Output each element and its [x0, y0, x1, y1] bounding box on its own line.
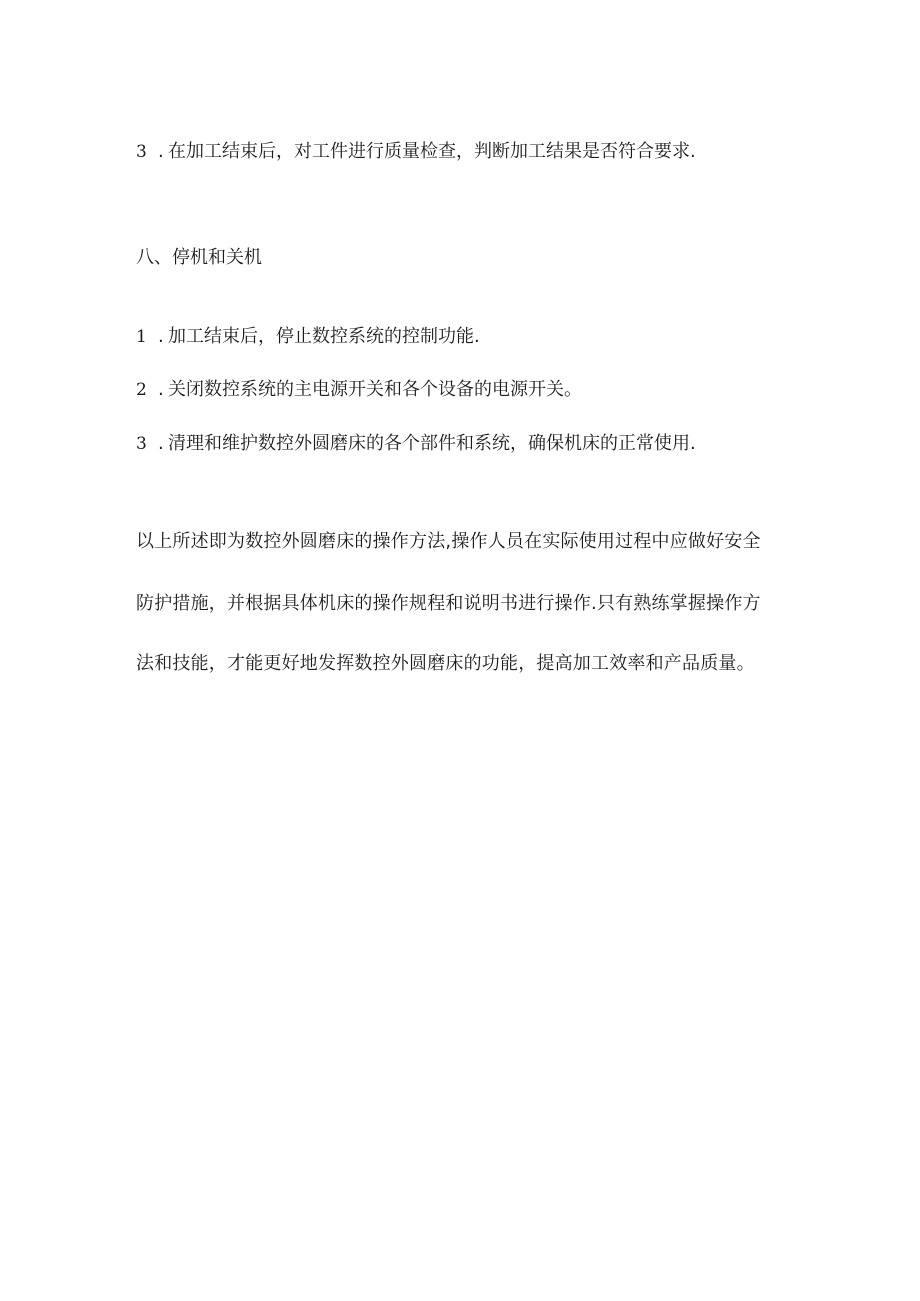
list-item-text: 加工结束后，停止数控系统的控制功能.	[168, 326, 480, 347]
list-item-text: 清理和维护数控外圆磨床的各个部件和系统，确保机床的正常使用.	[168, 433, 696, 454]
list-item-number: 2	[136, 380, 147, 400]
list-item-number: 3	[136, 142, 147, 162]
list-item-separator: .	[158, 326, 164, 347]
list-item-text: 在加工结束后，对工件进行质量检查，判断加工结果是否符合要求.	[168, 141, 696, 162]
summary-paragraph-line: 法和技能，才能更好地发挥数控外圆磨床的功能，提高加工效率和产品质量。	[136, 653, 755, 674]
list-item-number: 1	[136, 327, 147, 347]
list-item	[136, 432, 696, 456]
list-item-number: 3	[136, 434, 147, 454]
list-item-separator: .	[158, 433, 164, 454]
list-item-text: 关闭数控系统的主电源开关和各个设备的电源开关。	[168, 379, 582, 400]
list-item	[136, 140, 696, 164]
list-item-separator: .	[158, 379, 164, 400]
summary-paragraph-line: 以上所述即为数控外圆磨床的操作方法,操作人员在实际使用过程中应做好安全	[136, 531, 761, 552]
list-item	[136, 325, 480, 349]
summary-paragraph-line: 防护措施，并根据具体机床的操作规程和说明书进行操作.只有熟练掌握操作方	[136, 593, 761, 614]
list-item-separator: .	[158, 141, 164, 162]
list-item	[136, 378, 582, 402]
section-heading: 八、停机和关机	[136, 247, 262, 268]
